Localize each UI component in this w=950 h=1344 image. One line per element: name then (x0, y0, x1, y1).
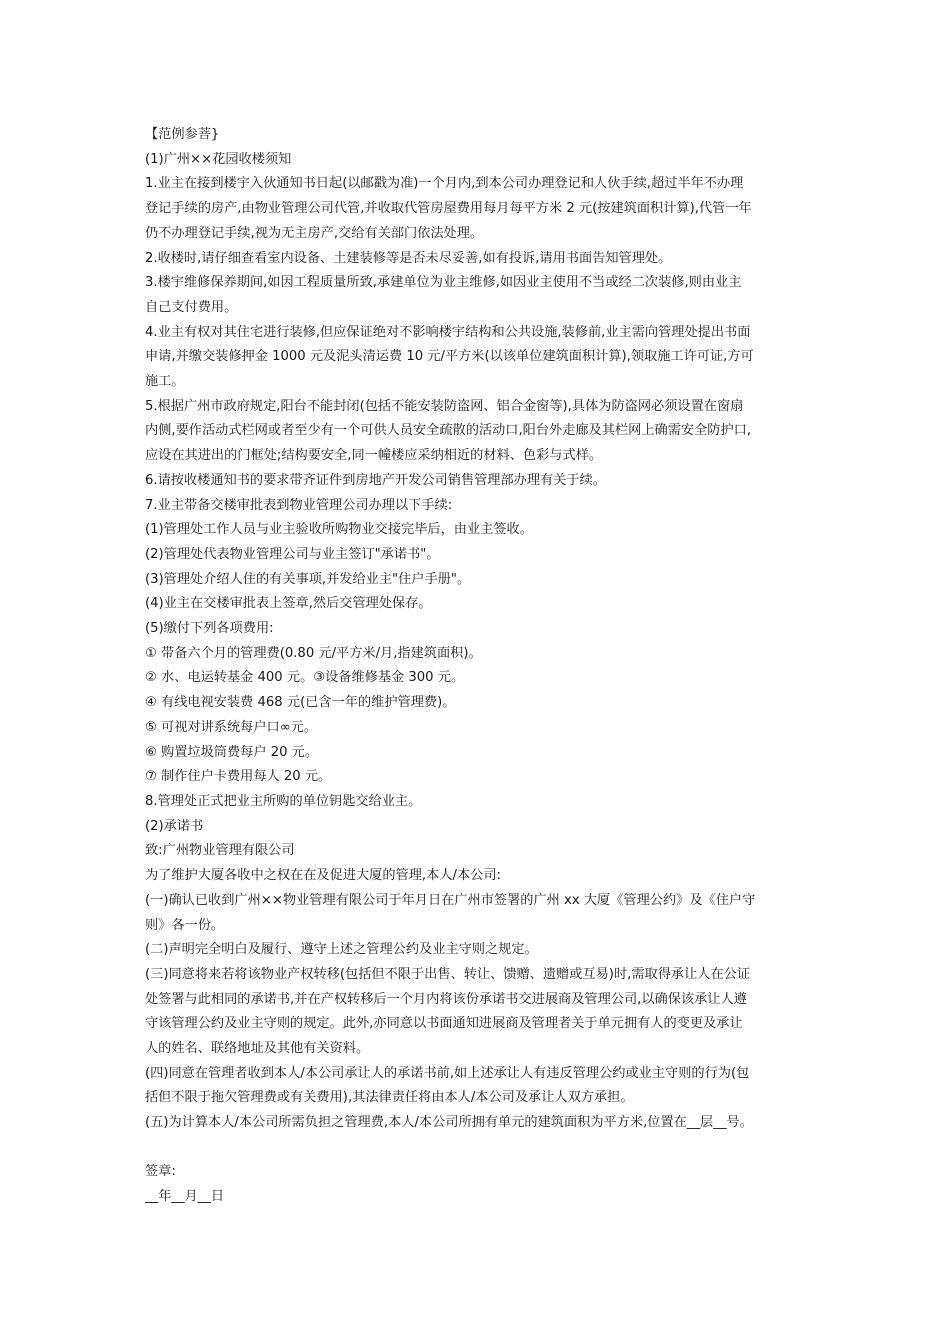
text-line: ④ 有线电视安装费 468 元(已含一年的维护管理费)。 (145, 695, 456, 711)
text-line: ① 带备六个月的管理费(0.80 元/平方米/月,指建筑面积)。 (145, 645, 482, 661)
text-line: (5)缴付下列各项费用: (145, 621, 274, 637)
text-line: ⑥ 购置垃圾筒费每户 20 元。 (145, 744, 319, 760)
text-line: 守该管理公约及业主守则的规定。此外,亦同意以书面通知进展商及管理者关于单元拥有人的变更及承让 (145, 1016, 743, 1032)
text-line: ⑦ 制作住户卡费用每人 20 元。 (145, 769, 332, 785)
text-line: (4)业主在交楼审批表上签章,然后交管理处保存。 (145, 596, 432, 612)
text-line: 6.请按收楼通知书的要求带齐证件到房地产开发公司销售管理部办理有关于续。 (145, 472, 606, 488)
spacer (145, 1136, 813, 1160)
text-line: (一)确认已收到广州××物业管理有限公司于年月日在广州市签署的广州 xx 大厦《管理公约》及《住户守 (145, 892, 756, 908)
text-line: (3)管理处介绍人住的有关事项,并发给业主"住户手册"。 (145, 571, 471, 587)
text-line: 处签署与此相同的承诺书,并在产权转移后一个月内将该份承诺书交进展商及管理公司,以确保该承让人遵 (145, 991, 747, 1007)
text-line: 应设在其进出的门框处;结构要安全,同一幢楼应采纳相近的材料、色彩与式样。 (145, 448, 603, 464)
text-line: 8.管理处正式把业主所购的单位钥匙交给业主。 (145, 793, 422, 809)
text-line: (五)为计算本人/本公司所需负担之管理费,本人/本公司所拥有单元的建筑面积为平方米,位置在__层__号。 (145, 1115, 753, 1131)
text-line: (二)声明完全明白及履行、遵守上述之管理公约及业主守则之规定。 (145, 942, 538, 958)
text-line: 致:广州物业管理有限公司 (145, 843, 295, 859)
text-line: 1.业主在接到楼宇入伙通知书日起(以邮戳为准)一个月内,到本公司办理登记和人伙手续,超过半年不办理 (145, 176, 744, 192)
text-line: (2)管理处代表物业管理公司与业主签订"承诺书"。 (145, 546, 440, 562)
text-line: ② 水、电运转基金 400 元。③设备维修基金 300 元。 (145, 670, 465, 686)
text-line: (1)管理处工作人员与业主验收所购物业交接完毕后，由业主签收。 (145, 522, 533, 538)
text-line: 申请,并缴交装修押金 1000 元及泥头清运费 10 元/平方米(以该单位建筑面积计算),领取施工许可证,方可 (145, 349, 754, 365)
text-line: (四)同意在管理者收到本人/本公司承让人的承诺书前,如上述承让人有违反管理公约或业主守则的行为(包 (145, 1065, 750, 1081)
text-line: 4.业主有权对其住宅进行装修,但应保证绝对不影响楼宇结构和公共设施,装修前,业主需向管理处提出书面 (145, 324, 751, 340)
text-line: 自己支付费用。 (145, 299, 238, 315)
text-line: (1)广州××花园收楼须知 (145, 151, 292, 167)
text-line: 则》各一份。 (145, 917, 225, 933)
text-line: (三)同意将来若将该物业产权转移(包括但不限于出售、转让、馈赠、遗赠或互易)时,需取得承让人在公证 (145, 966, 751, 982)
text-line: 人的姓名、联络地址及其他有关资料。 (145, 1041, 370, 1057)
text-line: 内侧,要作活动式栏网或者至少有一个可供人员安全疏散的活动口,阳台外走廊及其栏网上确需安全防护口, (145, 423, 752, 439)
document-body (145, 123, 813, 1209)
text-line: 7.业主带备交楼审批表到物业管理公司办理以下手续: (145, 497, 453, 513)
text-line: 5.根据广州市政府规定,阳台不能封闭(包括不能安装防盗网、铝合金窗等),具体为防盗网必须设置在窗扇 (145, 398, 744, 414)
text-line: 为了维护大厦各收中之权在在及促进大厦的管理,本人/本公司: (145, 868, 501, 884)
text-line: 【范例参菩} (145, 127, 220, 142)
signature-label: 签章: (145, 1163, 176, 1179)
document-text (145, 123, 813, 1136)
date-line: __年__月__日 (145, 1188, 225, 1204)
text-line: 2.收楼时,请仔细查看室内设备、土建装修等是否未尽妥善,如有投诉,请用书面告知管理处。 (145, 250, 672, 266)
text-line: (2)承诺书 (145, 818, 204, 834)
text-line: ⑤ 可视对讲系统每户口∞元。 (145, 719, 318, 735)
text-line: 施工。 (145, 374, 185, 390)
text-line: 仍不办理登记手续,视为无主房产,交给有关部门依法处理。 (145, 225, 484, 241)
text-line: 括但不限于拖欠管理费或有关费用),其法律责任将由本人/本公司及承让人双方承担。 (145, 1090, 634, 1106)
text-line: 3.楼宇维修保养期间,如因工程质量所致,承建单位为业主维修,如因业主使用不当或经二次装修,则由业主 (145, 275, 742, 291)
text-line: 登记手续的房产,由物业管理公司代管,并收取代管房屋费用每月每平方米 2 元(按建筑面积计算),代管一年 (145, 201, 752, 217)
